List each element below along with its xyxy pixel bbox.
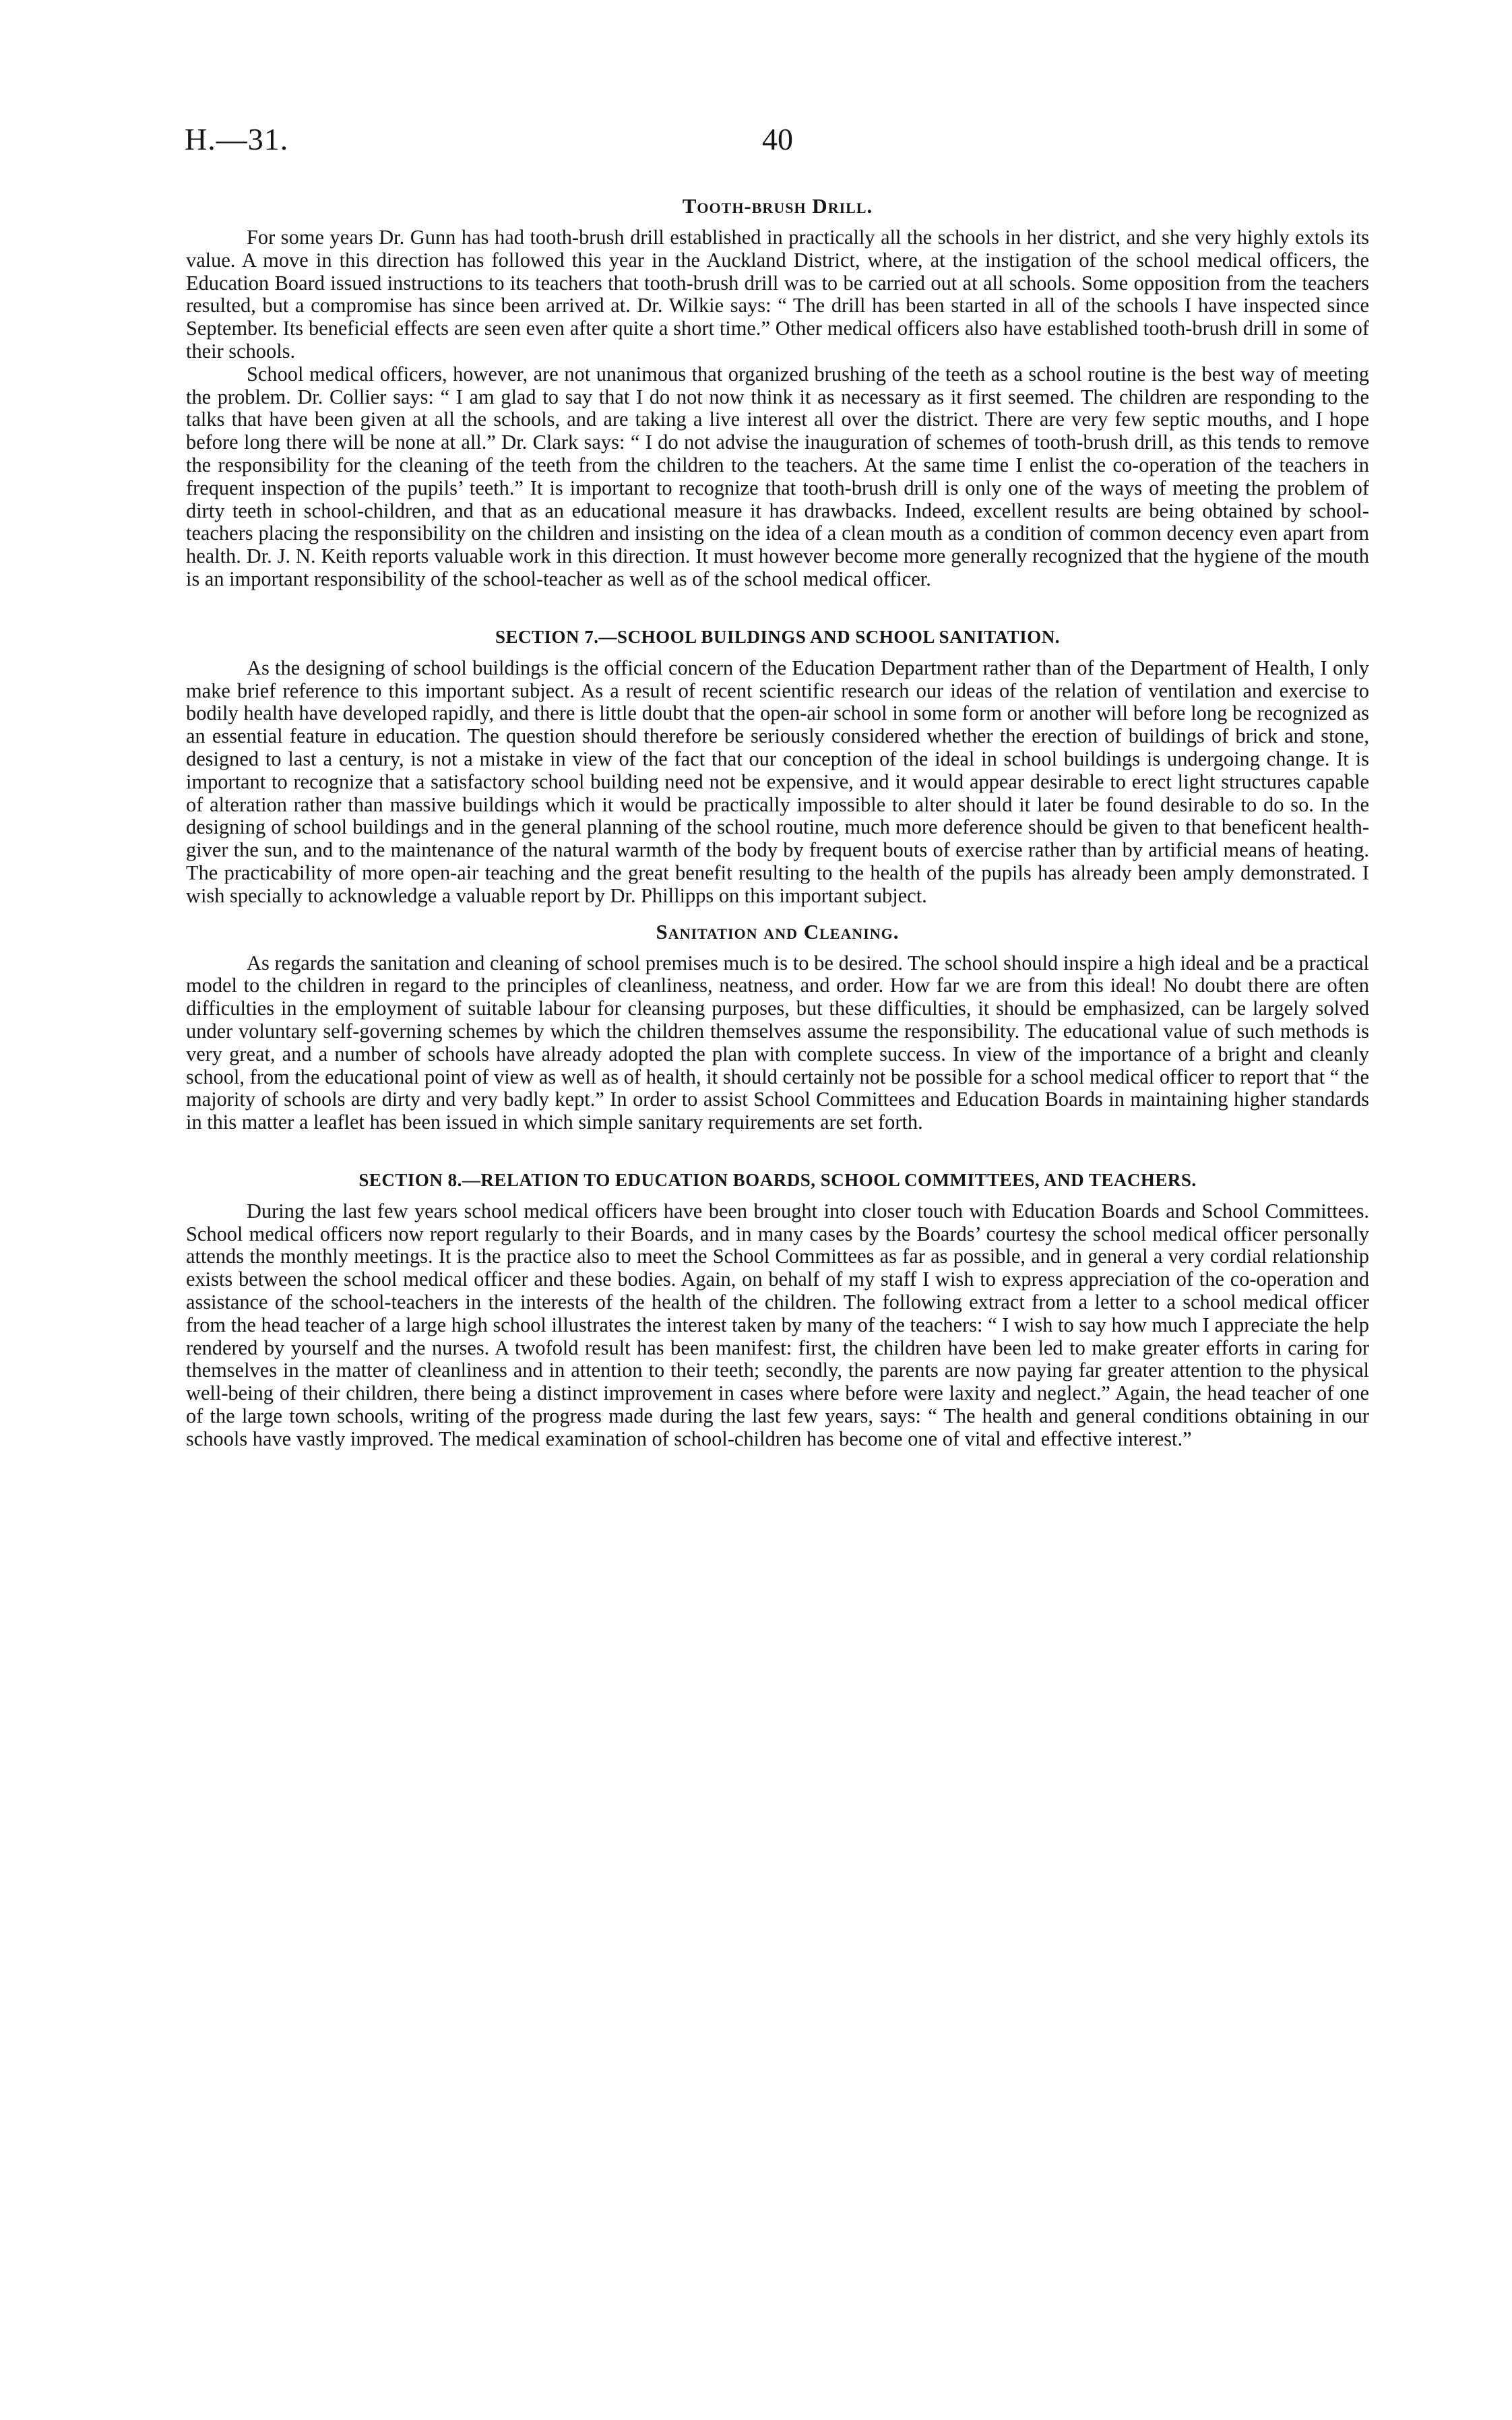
page-number: 40 <box>762 122 793 156</box>
section-8-heading: SECTION 8.—RELATION TO EDUCATION BOARDS, SCHOOL COMMITTEES, AND TEACHERS. <box>358 1169 1197 1190</box>
tooth-brush-drill-section <box>186 193 1369 591</box>
tooth-brush-drill-heading: Tooth-brush Drill. <box>682 194 873 218</box>
section-7 <box>186 623 1369 908</box>
paragraph: As the designing of school buildings is the official concern of the Education Department rather than of the Department of Health, I only make brief reference to this important subject. As a result of recent scientific research our ideas of the relation of ventilation and exercise to bodily health have developed rapidly, and there is little doubt that the open-air school in some form or another will before long be recognized as an essential feature in education. The question should therefore be seriously considered whether the erection of buildings of brick and stone, designed to last a century, is not a mistake in view of the fact that our conception of the ideal in school buildings is undergoing change. It is important to recognize that a satisfactory school building need not be expensive, and it would appear desirable to erect light structures capable of alteration rather than massive buildings which it would be practically impossible to alter should it later be found desirable to do so. In the designing of school buildings and in the general planning of the school routine, much more deference should be given to that beneficent health-giver the sun, and to the maintenance of the natural warmth of the body by frequent bouts of exercise rather than by artificial means of heating. The practicability of more open-air teaching and the great benefit resulting to the health of the pupils has already been amply demonstrated. I wish specially to acknowledge a valuable report by Dr. Phillipps on this important subject. <box>186 656 1369 907</box>
paragraph: During the last few years school medical officers have been brought into closer touch with Education Boards and School Committees. School medical officers now report regularly to their Boards, and in many cases by the Boards’ courtesy the school medical officer personally attends the monthly meetings. It is the practice also to meet the School Committees as far as possible, and in general a very cordial relationship exists between the school medical officer and these bodies. Again, on behalf of my staff I wish to express appreciation of the co-operation and assistance of the school-teachers in the interests of the health of the children. The following extract from a letter to a school medical officer from the head teacher of a large high school illustrates the interest taken by many of the teachers: “ I wish to say how much I appreciate the help rendered by yourself and the nurses. A twofold result has been manifest: first, the children have been led to make greater efforts in caring for themselves in the matter of cleanliness and in attention to their teeth; secondly, the parents are now paying far greater attention to the physical well-being of their children, there being a distinct improvement in cases where before were laxity and neglect.” Again, the head teacher of one of the large town schools, writing of the progress made during the last few years, says: “ The health and general conditions obtaining in our schools have vastly improved. The medical examination of school-children has become one of vital and effective interest.” <box>186 1199 1369 1450</box>
sanitation-and-cleaning-section <box>186 919 1369 1134</box>
paragraph: As regards the sanitation and cleaning of school premises much is to be desired. The school should inspire a high ideal and be a practical model to the children in regard to the principles of cleanliness, neatness, and order. How far we are from this ideal! No doubt there are often difficulties in the employment of suitable labour for cleansing purposes, but these difficulties, it should be emphasized, can be largely solved under voluntary self-governing schemes by which the children themselves assume the responsibility. The educational value of such methods is very great, and a number of schools have already adopted the plan with complete success. In view of the importance of a bright and cleanly school, from the educational point of view as well as of health, it should certainly not be possible for a school medical officer to report that “ the majority of schools are dirty and very badly kept.” In order to assist School Committees and Education Boards in maintaining higher standards in this matter a leaflet has been issued in which simple sanitary requirements are set forth. <box>186 951 1369 1134</box>
report-reference: H.—31. <box>185 122 289 156</box>
document-body <box>186 193 1369 1451</box>
paragraph: For some years Dr. Gunn has had tooth-brush drill established in practically all the schools in her district, and she very highly extols its value. A move in this direction has followed this year in the Auckland District, where, at the instigation of the school medical officers, the Education Board issued instructions to its teachers that tooth-brush drill was to be carried out at all schools. Some opposition from the teachers resulted, but a compromise has since been arrived at. Dr. Wilkie says: “ The drill has been started in all of the schools I have inspected since September. Its beneficial effects are seen even after quite a short time.” Other medical officers also have established tooth-brush drill in some of their schools. <box>186 226 1369 363</box>
section-8 <box>186 1167 1369 1451</box>
page-header <box>185 121 1371 168</box>
sanitation-heading: Sanitation and Cleaning. <box>656 919 900 943</box>
section-7-heading: SECTION 7.—SCHOOL BUILDINGS AND SCHOOL SANITATION. <box>495 626 1060 647</box>
paragraph: School medical officers, however, are not unanimous that organized brushing of the teeth as a school routine is the best way of meeting the problem. Dr. Collier says: “ I am glad to say that I do not now think it as necessary as it first seemed. The children are responding to the talks that have been given at all the schools, and are taking a live interest all over the district. There are very few septic mouths, and I hope before long there will be none at all.” Dr. Clark says: “ I do not advise the inauguration of schemes of tooth-brush drill, as this tends to remove the responsibility for the cleaning of the teeth from the children to the teachers. At the same time I enlist the co-operation of the teachers in frequent inspection of the pupils’ teeth.” It is important to recognize that tooth-brush drill is only one of the ways of meeting the problem of dirty teeth in school-children, and that as an educational measure it has drawbacks. Indeed, excellent results are being obtained by school-teachers placing the responsibility on the children and insisting on the idea of a clean mouth as a condition of common decency even apart from health. Dr. J. N. Keith reports valuable work in this direction. It must however become more generally recognized that the hygiene of the mouth is an important responsibility of the school-teacher as well as of the school medical officer. <box>186 362 1369 590</box>
